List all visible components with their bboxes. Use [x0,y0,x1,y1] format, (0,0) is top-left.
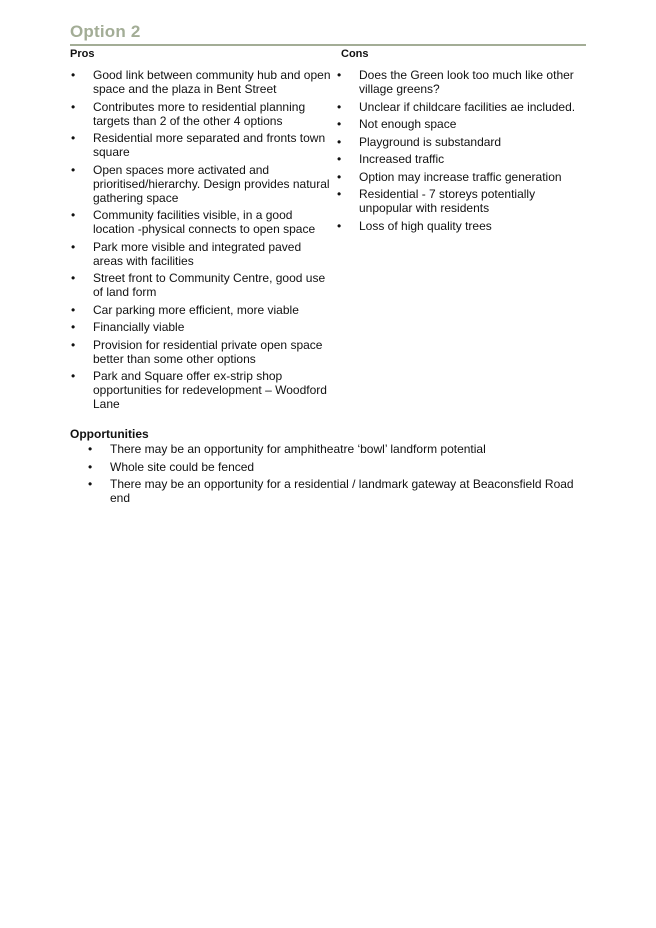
list-item [70,369,332,411]
cons-item-text: Option may increase traffic generation [359,169,562,184]
bullet-icon: • [71,131,76,145]
bullet-icon: • [88,459,93,474]
bullet-icon: • [71,208,76,222]
list-item [70,240,332,268]
pros-item-text: Community facilities visible, in a good location -physical connects to open space [93,208,316,236]
list-item [336,187,586,215]
list-item [336,100,586,114]
cons-item-text: Loss of high quality trees [359,218,492,233]
bullet-icon: • [337,218,342,233]
bullet-icon: • [71,320,76,334]
pros-item-text: Contributes more to residential planning targets than 2 of the other 4 options [93,99,306,128]
pros-item-text: Residential more separated and fronts town square [93,131,326,159]
list-item [70,320,332,334]
bullet-icon: • [88,477,93,491]
list-item [87,477,587,505]
cons-list [336,68,586,236]
opportunities-heading: Opportunities [70,427,149,441]
bullet-icon: • [71,337,76,352]
bullet-icon: • [337,169,342,184]
bullet-icon: • [71,68,76,82]
pros-item-text: Provision for residential private open space better than some other options [93,337,323,366]
bullet-icon: • [337,187,342,201]
bullet-icon: • [337,152,342,166]
list-item [70,163,332,205]
bullet-icon: • [71,271,76,285]
pros-item-text: Park more visible and integrated paved areas with facilities [93,239,302,268]
opportunity-item-text: There may be an opportunity for a residential / landmark gateway at Beaconsfield Road end [110,477,574,505]
pros-item-text: Financially viable [93,320,185,334]
bullet-icon: • [71,99,76,114]
list-item [336,117,586,131]
list-item [70,271,332,299]
list-item [336,68,586,96]
list-item [70,208,332,236]
bullet-icon: • [71,369,76,383]
pros-item-text: Open spaces more activated and prioritised/hierarchy. Design provides natural gathering space [93,162,330,205]
bullet-icon: • [337,99,342,114]
bullet-icon: • [88,442,93,456]
pros-heading: Pros [70,48,95,60]
cons-item-text: Unclear if childcare facilities ae included. [359,99,576,114]
cons-item-text: Playground is substandard [359,134,502,149]
cons-item-text: Increased traffic [359,152,445,166]
bullet-icon: • [337,68,342,82]
list-item [336,152,586,166]
list-item [70,131,332,159]
list-item [87,442,587,456]
list-item [87,460,587,474]
cons-item-text: Not enough space [359,117,457,131]
list-item [70,338,332,366]
opportunity-item-text: Whole site could be fenced [110,459,255,474]
cons-heading: Cons [341,48,369,60]
list-item [336,219,586,233]
list-item [336,135,586,149]
list-item [70,303,332,317]
pros-item-text: Street front to Community Centre, good use of land form [93,271,326,299]
bullet-icon: • [71,239,76,254]
list-item [336,170,586,184]
opportunities-list [87,442,587,509]
opportunity-item-text: There may be an opportunity for amphitheatre ‘bowl’ landform potential [110,442,486,456]
bullet-icon: • [337,134,342,149]
pros-item-text: Park and Square offer ex-strip shop opportunities for redevelopment – Woodford Lane [93,369,327,411]
page-title: Option 2 [70,22,141,41]
title-divider [70,44,586,46]
bullet-icon: • [337,117,342,131]
cons-item-text: Does the Green look too much like other village greens? [359,68,574,96]
pros-list [70,68,332,415]
bullet-icon: • [71,302,76,317]
cons-item-text: Residential - 7 storeys potentially unpopular with residents [359,187,536,215]
pros-item-text: Car parking more efficient, more viable [93,302,299,317]
list-item [70,100,332,128]
pros-item-text: Good link between community hub and open space and the plaza in Bent Street [93,68,331,96]
list-item [70,68,332,96]
bullet-icon: • [71,162,76,177]
